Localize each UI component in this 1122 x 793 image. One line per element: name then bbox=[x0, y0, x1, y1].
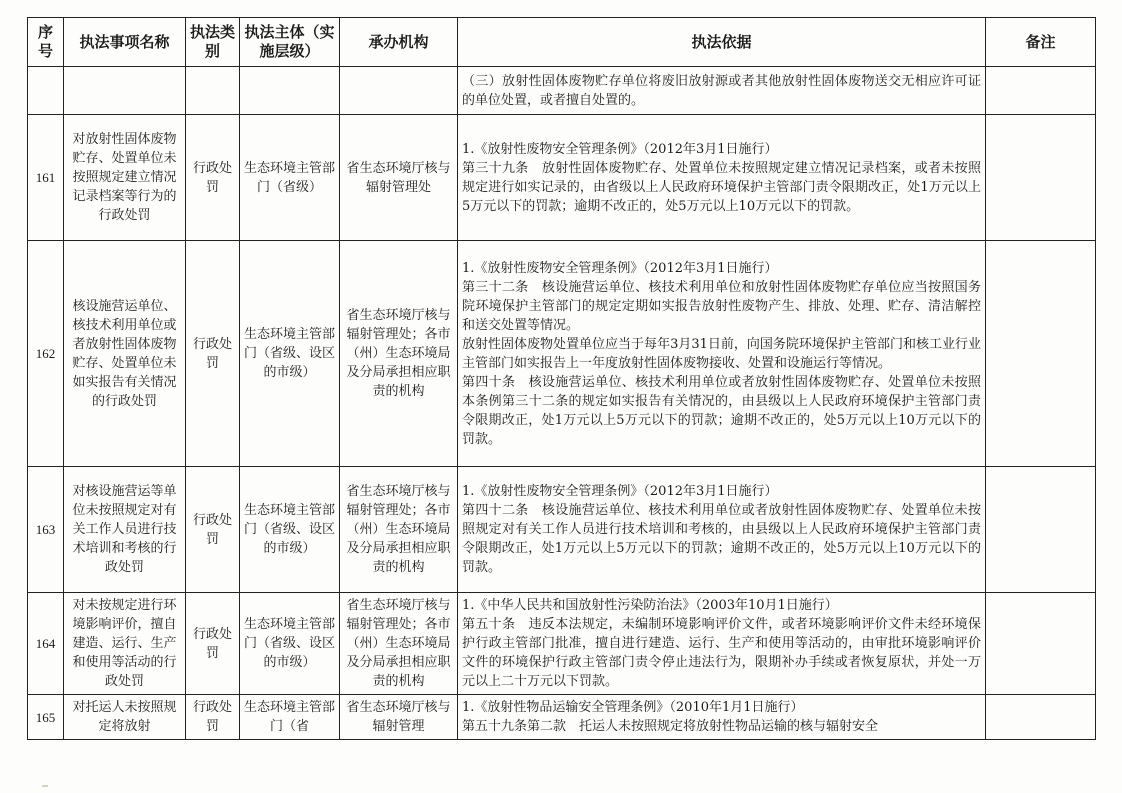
table-row bbox=[28, 115, 1096, 241]
cell-note bbox=[986, 593, 1096, 695]
cell-no: 165 bbox=[28, 695, 64, 740]
cell-type: 行政处罚 bbox=[186, 241, 240, 467]
table-row bbox=[28, 467, 1096, 593]
cell-no: 164 bbox=[28, 593, 64, 695]
header-type: 执法类别 bbox=[186, 18, 240, 67]
cell-basis bbox=[458, 467, 986, 593]
cell-type: 行政处罚 bbox=[186, 593, 240, 695]
header-no: 序号 bbox=[28, 18, 64, 67]
table-row-continued bbox=[28, 67, 1096, 115]
basis-text: 第四十条 核设施营运单位、核技术利用单位或者放射性固体废物贮存、处置单位未按照本条例第三十二条的规定如实报告有关情况的，由县级以上人民政府环境保护主管部门责令限期改正，处1万元以上5万元以下的罚款；逾期不改正的，处5万元以上10万元以下的罚款。 bbox=[462, 374, 981, 447]
cell-org: 省生态环境厅核与辐射管理处；各市（州）生态环境局及分局承担相应职责的机构 bbox=[340, 593, 458, 695]
cell-subject: 生态环境主管部门（省级、设区的市级） bbox=[240, 467, 340, 593]
basis-text: 第五十九条第二款 托运人未按照规定将放射性物品运输的核与辐射安全 bbox=[462, 719, 879, 734]
cell-name: 核设施营运单位、核技术利用单位或者放射性固体废物贮存、处置单位未如实报告有关情况的行政处罚 bbox=[64, 241, 186, 467]
basis-title: 1.《放射性物品运输安全管理条例》（2010年1月1日施行） bbox=[462, 700, 804, 715]
header-basis: 执法依据 bbox=[458, 18, 986, 67]
basis-title: 1.《中华人民共和国放射性污染防治法》（2003年10月1日施行） bbox=[462, 598, 838, 613]
basis-title: 1.《放射性废物安全管理条例》（2012年3月1日施行） bbox=[462, 260, 778, 276]
basis-text: （三）放射性固体废物贮存单位将废旧放射源或者其他放射性固体废物送交无相应许可证的单位处置，或者擅自处置的。 bbox=[462, 73, 981, 108]
table-header-row bbox=[28, 18, 1096, 67]
cell-empty bbox=[186, 67, 240, 115]
cell-type: 行政处罚 bbox=[186, 695, 240, 740]
basis-text: 第三十二条 核设施营运单位、核技术利用单位和放射性固体废物贮存单位应当按照国务院环境保护主管部门的规定定期如实报告放射性废物产生、排放、处理、贮存、清洁解控和送交处置等情况。 bbox=[462, 279, 981, 333]
cell-basis bbox=[458, 115, 986, 241]
cell-subject: 生态环境主管部门（省级、设区的市级） bbox=[240, 593, 340, 695]
cell-org: 省生态环境厅核与辐射管理 bbox=[340, 695, 458, 740]
cell-basis bbox=[458, 695, 986, 740]
cell-name: 对未按规定进行环境影响评价，擅自建造、运行、生产和使用等活动的行政处罚 bbox=[64, 593, 186, 695]
cell-org: 省生态环境厅核与辐射管理处；各市（州）生态环境局及分局承担相应职责的机构 bbox=[340, 467, 458, 593]
header-org: 承办机构 bbox=[340, 18, 458, 67]
enforcement-table bbox=[27, 17, 1096, 740]
cell-type: 行政处罚 bbox=[186, 115, 240, 241]
cell-basis bbox=[458, 593, 986, 695]
header-subject: 执法主体（实施层级） bbox=[240, 18, 340, 67]
cell-empty bbox=[340, 67, 458, 115]
cell-name: 对核设施营运等单位未按照规定对有关工作人员进行技术培训和考核的行政处罚 bbox=[64, 467, 186, 593]
cell-org: 省生态环境厅核与辐射管理处 bbox=[340, 115, 458, 241]
cell-no: 163 bbox=[28, 467, 64, 593]
cell-name: 对放射性固体废物贮存、处置单位未按照规定建立情况记录档案等行为的行政处罚 bbox=[64, 115, 186, 241]
table-row bbox=[28, 695, 1096, 740]
cell-note bbox=[986, 115, 1096, 241]
cell-basis-continued bbox=[458, 67, 986, 115]
cell-subject: 生态环境主管部门（省级） bbox=[240, 115, 340, 241]
cell-empty bbox=[986, 67, 1096, 115]
cell-empty bbox=[64, 67, 186, 115]
cell-no: 162 bbox=[28, 241, 64, 467]
table-row bbox=[28, 593, 1096, 695]
header-name: 执法事项名称 bbox=[64, 18, 186, 67]
basis-text: 第四十二条 核设施营运单位、核技术利用单位或者放射性固体废物贮存、处置单位未按照规定对有关工作人员进行技术培训和考核的，由县级以上人民政府环境保护主管部门责令限期改正，处1万元以上5万元以下的罚款；逾期不改正的，处5万元以上10万元以下的罚款。 bbox=[462, 503, 981, 575]
cell-subject: 生态环境主管部门（省级、设区的市级） bbox=[240, 241, 340, 467]
basis-text: 第三十九条 放射性固体废物贮存、处置单位未按照规定建立情况记录档案，或者未按照规定进行如实记录的，由省级以上人民政府环境保护主管部门责令限期改正，处1万元以上5万元以下的罚款；逾期不改正的，处5万元以上10万元以下的罚款。 bbox=[462, 160, 981, 214]
basis-text: 放射性固体废物处置单位应当于每年3月31日前，向国务院环境保护主管部门和核工业行业主管部门如实报告上一年度放射性固体废物接收、处置和设施运行等情况。 bbox=[462, 336, 981, 371]
basis-title: 1.《放射性废物安全管理条例》（2012年3月1日施行） bbox=[462, 141, 778, 157]
header-note: 备注 bbox=[986, 18, 1096, 67]
cell-basis bbox=[458, 241, 986, 467]
cell-name: 对托运人未按照规定将放射 bbox=[64, 695, 186, 740]
cell-org: 省生态环境厅核与辐射管理处；各市（州）生态环境局及分局承担相应职责的机构 bbox=[340, 241, 458, 467]
cell-note bbox=[986, 467, 1096, 593]
cell-no: 161 bbox=[28, 115, 64, 241]
cell-note bbox=[986, 241, 1096, 467]
basis-text: 第五十条 违反本法规定，未编制环境影响评价文件，或者环境影响评价文件未经环境保护行政主管部门批准，擅自进行建造、运行、生产和使用等活动的，由审批环境影响评价文件的环境保护行政主管部门责令停止违法行为，限期补办手续或者恢复原状，并处一万元以上二十万元以下罚款。 bbox=[462, 617, 981, 689]
basis-title: 1.《放射性废物安全管理条例》（2012年3月1日施行） bbox=[462, 484, 778, 499]
cell-type: 行政处罚 bbox=[186, 467, 240, 593]
table-row bbox=[28, 241, 1096, 467]
basis-clip bbox=[462, 698, 981, 736]
cell-empty bbox=[240, 67, 340, 115]
cell-subject: 生态环境主管部门（省 bbox=[240, 695, 340, 740]
scan-mark bbox=[42, 785, 48, 787]
cell-note bbox=[986, 695, 1096, 740]
cell-empty bbox=[28, 67, 64, 115]
